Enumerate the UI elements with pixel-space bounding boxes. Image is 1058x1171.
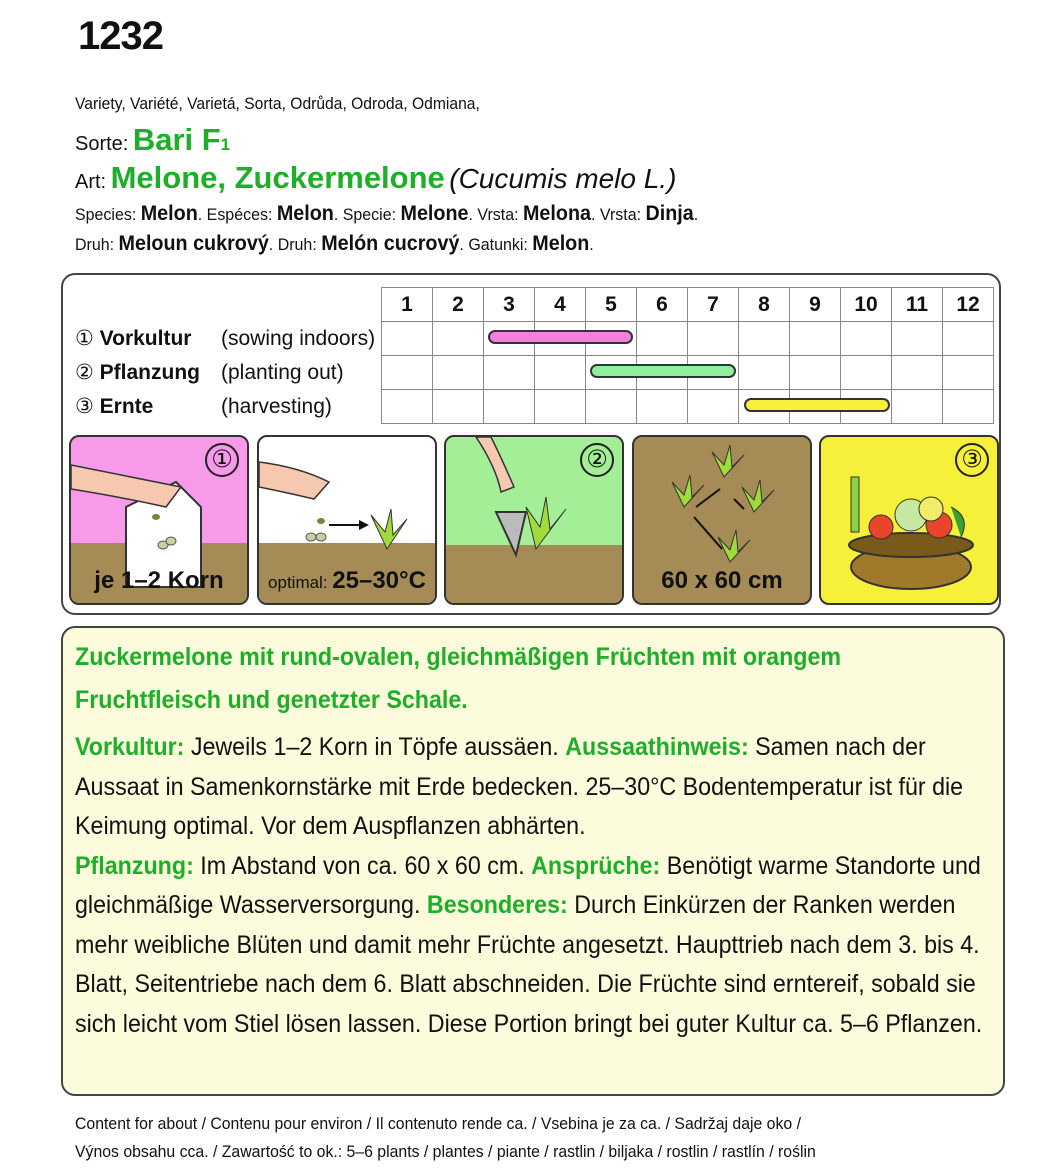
month-cell	[892, 390, 943, 424]
row-name: Ernte	[99, 395, 154, 418]
desc-text: Durch Einkürzen der Ranken werden mehr weibliche Blüten und damit mehr Früchte angesetzt. Haupttrieb nach dem 3. bis 4. Blatt, Seitentriebe nach dem 6. Blatt abschneiden. Die Früchte sind erntereif, sobald sie sich leicht vom Stiel lösen lassen. Diese Portion bringt bei guter Kultur ca. 5–6 Pflanzen.	[75, 891, 983, 1038]
step-number: ③	[955, 443, 989, 477]
month-header: 6	[637, 288, 688, 322]
month-cell	[637, 390, 688, 424]
druh-translations: Druh: Meloun cukrový. Druh: Melón cucrový. Gatunki: Melon.	[75, 232, 594, 255]
month-cell	[382, 356, 433, 390]
desc-text: Jeweils 1–2 Korn in Töpfe aussäen.	[184, 733, 566, 761]
instruction-tile-4	[632, 435, 812, 605]
month-header: 1	[382, 288, 433, 322]
species-value: Melona	[522, 202, 591, 225]
desc-heading: Aussaathinweis:	[565, 733, 749, 761]
month-cell	[892, 322, 943, 356]
footer-line-1: Content for about / Contenu pour environ / Il contenuto rende ca. / Vsebina je za ca. / Sadržaj daje oko /	[75, 1114, 801, 1133]
species-name: Melone, Zuckermelone	[110, 160, 445, 195]
species-name-row	[75, 160, 676, 196]
tile-caption	[71, 567, 247, 595]
tile-caption-value: 25–30°C	[332, 567, 426, 594]
month-cell	[739, 356, 790, 390]
month-cell	[892, 356, 943, 390]
month-cell	[535, 390, 586, 424]
step-number: ①	[205, 443, 239, 477]
month-header: 10	[841, 288, 892, 322]
month-cell	[637, 322, 688, 356]
variety-name: Bari F	[132, 122, 221, 157]
druh-value: Melón cucrový	[321, 232, 460, 255]
month-cell	[790, 356, 841, 390]
tile-caption	[259, 567, 435, 595]
calendar-corner	[71, 288, 382, 322]
month-cell	[382, 322, 433, 356]
druh-value: Melon	[532, 232, 590, 255]
instruction-tile-2	[257, 435, 437, 605]
calendar-row-note: (planting out)	[221, 356, 382, 390]
description-body	[75, 728, 996, 1044]
desc-heading: Pflanzung:	[75, 851, 194, 880]
desc-heading: Besonderes:	[426, 891, 568, 919]
month-cell	[790, 322, 841, 356]
footer-line-2: Výnos obsahu cca. / Zawartość to ok.: 5–6 plants / plantes / piante / rastlin / biljaka / rostlin / rastlín / roślin	[75, 1142, 816, 1161]
month-cell	[739, 322, 790, 356]
species-value: Dinja	[645, 202, 694, 225]
species-label: Vrsta:	[477, 205, 523, 224]
month-cell	[841, 356, 892, 390]
species-value: Melon	[140, 202, 198, 225]
desc-heading: Vorkultur:	[75, 733, 185, 761]
row-name: Vorkultur	[99, 327, 192, 350]
month-cell	[943, 356, 994, 390]
instruction-tile-5	[819, 435, 999, 605]
variety-subscript: 1	[220, 135, 231, 154]
variety-name-row	[75, 122, 230, 158]
desc-text: Benötigt warme Standorte und gleichmäßige Wasserversorgung.	[75, 851, 981, 919]
latin-name: (Cucumis melo L.)	[449, 163, 677, 194]
species-value: Melone	[400, 202, 469, 225]
row-symbol: ①	[75, 327, 100, 350]
species-label: Specie:	[342, 205, 401, 224]
desc-text: Samen nach der Aussaat in Samenkornstärke mit Erde bedecken. 25–30°C Bodentemperatur ist für die Keimung optimal. Vor dem Auspflanzen abhärten.	[75, 733, 964, 840]
description-box	[61, 626, 1005, 1096]
druh-label: Druh:	[75, 235, 119, 254]
step-number: ②	[580, 443, 614, 477]
month-header: 2	[433, 288, 484, 322]
instruction-tile-3	[444, 435, 624, 605]
calendar-row-name	[71, 322, 221, 356]
month-cell	[688, 390, 739, 424]
calendar-bar	[590, 364, 736, 378]
desc-text: Im Abstand von ca. 60 x 60 cm.	[193, 851, 532, 880]
tile-caption-value: 60 x 60 cm	[661, 567, 783, 594]
month-cell	[382, 390, 433, 424]
month-cell	[943, 322, 994, 356]
desc-heading: Ansprüche:	[531, 851, 661, 880]
calendar-bar	[744, 398, 890, 412]
product-code: 1232	[78, 14, 163, 58]
month-header: 3	[484, 288, 535, 322]
month-header: 4	[535, 288, 586, 322]
calendar-row-note: (sowing indoors)	[221, 322, 382, 356]
species-label: Espéces:	[206, 205, 277, 224]
instruction-tile-1	[69, 435, 249, 605]
month-cell	[484, 390, 535, 424]
month-cell	[943, 390, 994, 424]
species-translations: Species: Melon. Espéces: Melon. Specie: Melone. Vrsta: Melona. Vrsta: Dinja.	[75, 202, 699, 225]
calendar-row-note: (harvesting)	[221, 390, 382, 424]
variety-line: Variety, Variété, Varietá, Sorta, Odrůda, Odroda, Odmiana,	[75, 94, 480, 113]
calendar-row-name	[71, 356, 221, 390]
month-header: 5	[586, 288, 637, 322]
species-label: Species:	[75, 205, 141, 224]
month-cell	[841, 322, 892, 356]
month-header: 8	[739, 288, 790, 322]
month-header: 7	[688, 288, 739, 322]
row-symbol: ③	[75, 395, 100, 418]
tile-caption-label: optimal:	[268, 573, 333, 592]
month-cell	[535, 356, 586, 390]
species-value: Melon	[276, 202, 334, 225]
species-label: Vrsta:	[599, 205, 646, 224]
content-footer	[75, 1110, 996, 1166]
row-name: Pflanzung	[99, 361, 200, 384]
druh-value: Meloun cukrový	[118, 232, 269, 255]
tile-caption-value: je 1–2 Korn	[94, 567, 224, 594]
row-symbol: ②	[75, 361, 100, 384]
month-cell	[433, 322, 484, 356]
month-cell	[688, 322, 739, 356]
calendar-row-name	[71, 390, 221, 424]
month-header: 12	[943, 288, 994, 322]
description-lead: Zuckermelone mit rund-ovalen, gleichmäßigen Früchten mit orangem Fruchtfleisch und genetzter Schale.	[75, 643, 842, 714]
month-cell	[433, 356, 484, 390]
art-label: Art:	[75, 171, 107, 193]
calendar-row	[71, 356, 994, 390]
month-cell	[433, 390, 484, 424]
tile-caption	[634, 567, 810, 595]
calendar-bar	[488, 330, 634, 344]
month-cell	[484, 356, 535, 390]
druh-label: Gatunki:	[468, 235, 533, 254]
month-header: 11	[892, 288, 943, 322]
month-cell	[586, 390, 637, 424]
druh-label: Druh:	[277, 235, 322, 254]
sorte-label: Sorte:	[75, 133, 129, 155]
month-header: 9	[790, 288, 841, 322]
